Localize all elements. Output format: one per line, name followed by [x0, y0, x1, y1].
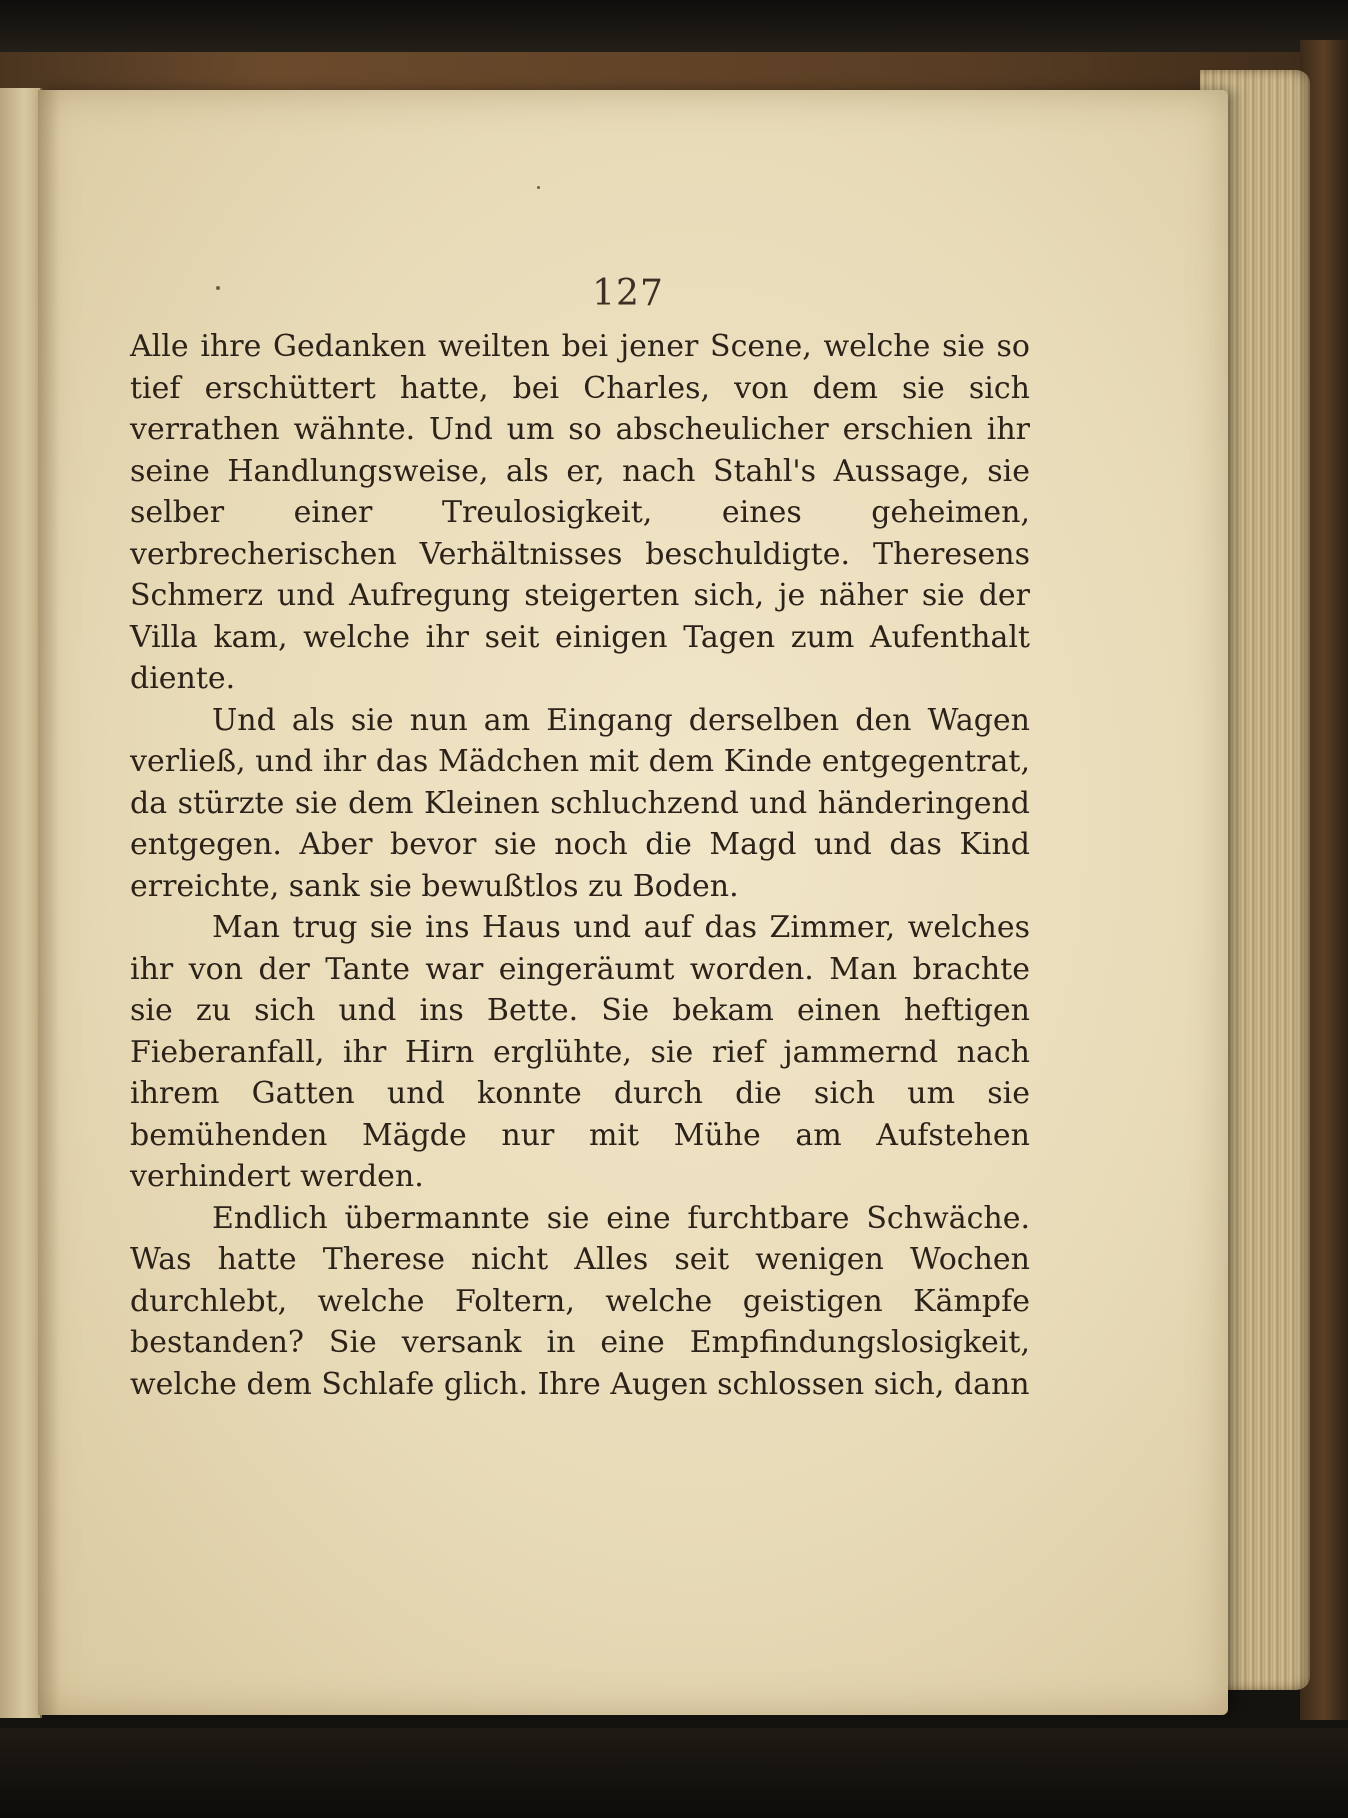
paragraph-3: Man trug sie ins Haus und auf das Zimmer, welches ihr von der Tante war eingeräumt worden. Man brachte sie zu sich und ins Bette. Sie bekam einen heftigen Fieberanfall, ihr Hirn erglühte, sie rief jammernd nach ihrem Gatten und konnte durch die sich um sie bemühenden Mägde nur mit Mühe am Aufstehen verhindert werden.	[130, 910, 1030, 1194]
paragraph-2: Und als sie nun am Eingang derselben den Wagen verließ, und ihr das Mädchen mit dem Kinde entgegentrat, da stürzte sie dem Kleinen schluchzend und händeringend entgegen. Aber bevor sie noch die Magd und das Kind erreichte, sank sie bewußtlos zu Boden.	[130, 702, 1030, 904]
background-bottom	[0, 1728, 1348, 1818]
left-page-edge	[0, 88, 42, 1718]
paragraph-1: Alle ihre Gedanken weilten bei jener Scene, welche sie so tief erschüttert hatte, bei Charles, von dem sie sich verrathen wähnte. Und um so abscheulicher erschien ihr seine Handlungsweise, als er, nach Stahl's Aussage, sie selber einer Treulosigkeit, eines geheimen, verbrecherischen Verhältnisses beschuldigte. Theresens Schmerz und Aufregung steigerten sich, je näher sie der Villa kam, welche ihr seit einigen Tagen zum Aufenthalt diente.	[130, 329, 1030, 696]
book-page	[38, 90, 1228, 1715]
paragraph-4: Endlich übermannte sie eine furchtbare Schwäche. Was hatte Therese nicht Alles seit wenigen Wochen durchlebt, welche Foltern, welche geistigen Kämpfe bestanden? Sie versank in eine Empfindungslosigkeit, welche dem Schlafe glich. Ihre Augen schlossen sich, dann	[130, 1200, 1030, 1402]
gutter-shadow	[38, 90, 60, 1715]
page-number: 127	[592, 273, 664, 314]
body-text	[130, 326, 1030, 1405]
page-speck	[537, 186, 540, 189]
book-spine-edge	[0, 52, 1348, 94]
